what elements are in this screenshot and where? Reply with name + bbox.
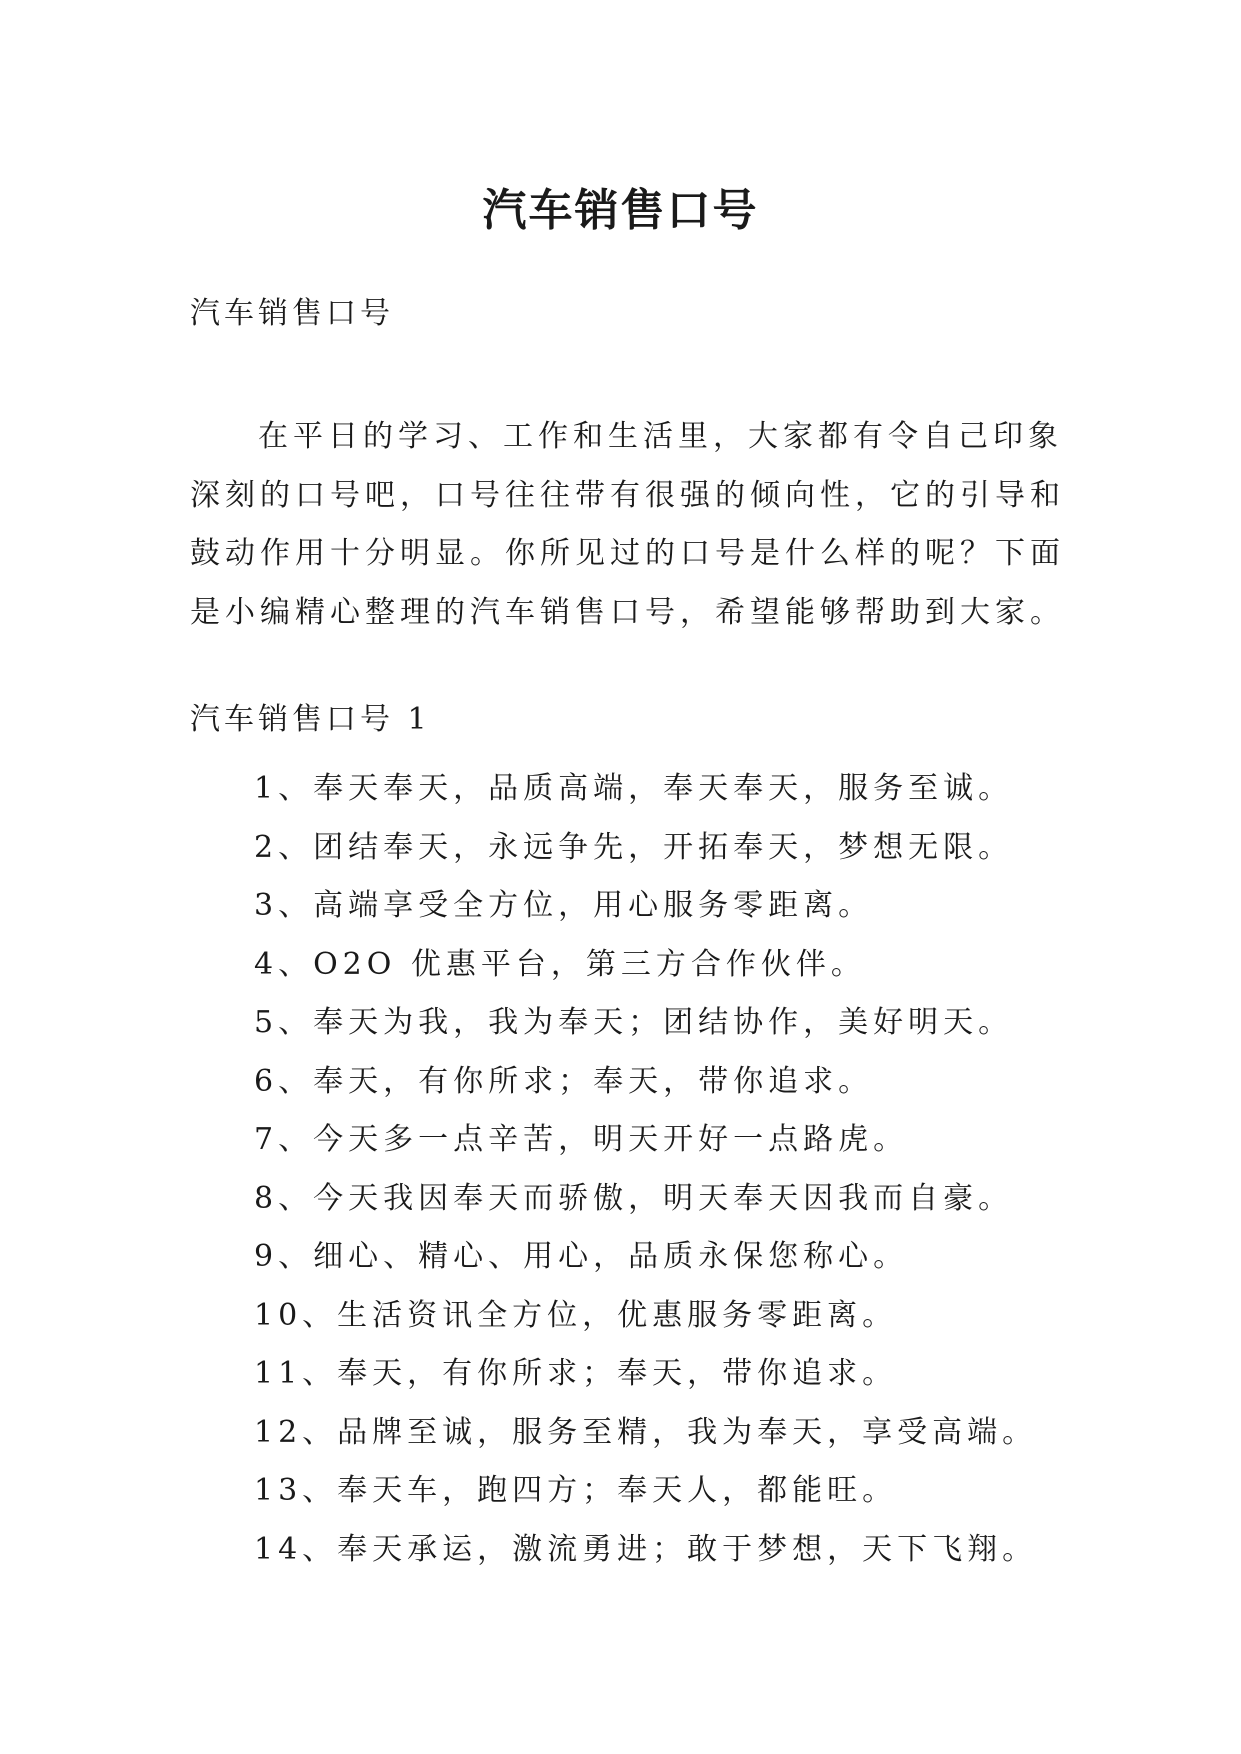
- slogan-item: 12、品牌至诚，服务至精，我为奉天，享受高端。: [254, 1414, 1038, 1450]
- slogan-list: [254, 760, 1037, 1579]
- document-subtitle: 汽车销售口号: [190, 296, 394, 331]
- slogan-item: 4、O2O 优惠平台，第三方合作伙伴。: [254, 946, 866, 982]
- document-title: 汽车销售口号: [482, 185, 759, 237]
- slogan-item: 6、奉天，有你所求；奉天，带你追求。: [254, 1063, 874, 1099]
- slogan-item: 5、奉天为我，我为奉天；团结协作，美好明天。: [254, 1005, 1014, 1040]
- slogan-item: 1、奉天奉天，品质高端，奉天奉天，服务至诚。: [254, 771, 1014, 806]
- section-heading: 汽车销售口号 1: [190, 702, 431, 737]
- slogan-item: 10、生活资讯全方位，优惠服务零距离。: [254, 1297, 898, 1333]
- slogan-item: 11、奉天，有你所求；奉天，带你追求。: [254, 1356, 898, 1391]
- slogan-item: 14、奉天承运，激流勇进；敢于梦想，天下飞翔。: [254, 1531, 1038, 1567]
- slogan-item: 8、今天我因奉天而骄傲，明天奉天因我而自豪。: [254, 1180, 1014, 1216]
- intro-paragraph: 在平日的学习、工作和生活里，大家都有令自己印象深刻的口号吧，口号往往带有很强的倾向性，它的引导和鼓动作用十分明显。你所见过的口号是什么样的呢？下面是小编精心整理的汽车销售口号，希望能够帮助到大家。: [190, 419, 1065, 630]
- slogan-item: 13、奉天车，跑四方；奉天人，都能旺。: [254, 1473, 898, 1508]
- slogan-item: 9、细心、精心、用心，品质永保您称心。: [254, 1239, 909, 1274]
- slogan-item: 2、团结奉天，永远争先，开拓奉天，梦想无限。: [254, 829, 1014, 865]
- slogan-item: 7、今天多一点辛苦，明天开好一点路虎。: [254, 1122, 909, 1157]
- slogan-item: 3、高端享受全方位，用心服务零距离。: [254, 888, 874, 923]
